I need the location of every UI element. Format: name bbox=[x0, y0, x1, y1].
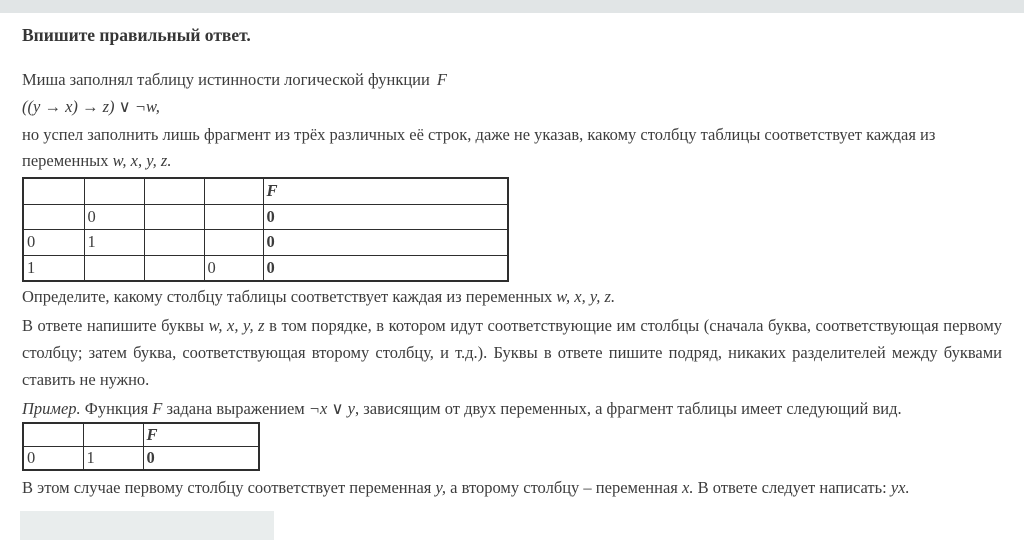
example-explanation-paragraph: В этом случае первому столбцу соответствует переменная y, а второму столбцу – переменная x. В ответе следует написать: yx. bbox=[22, 478, 910, 497]
table-row bbox=[23, 230, 508, 256]
cell: 0 bbox=[23, 447, 83, 471]
variables-list: w, x, y, z bbox=[208, 316, 265, 335]
example-table bbox=[22, 422, 260, 471]
determine-paragraph: Определите, какому столбцу таблицы соответствует каждая из переменных w, x, y, z. bbox=[22, 287, 616, 306]
example-label: Пример. bbox=[22, 399, 81, 418]
header-cell bbox=[23, 423, 83, 447]
function-name: F bbox=[152, 399, 163, 418]
function-name: F bbox=[436, 70, 447, 89]
table-header-row bbox=[23, 423, 259, 447]
cell bbox=[84, 255, 144, 281]
header-cell bbox=[23, 178, 84, 204]
variables-list: w, x, y, z. bbox=[112, 151, 172, 170]
cell bbox=[204, 204, 263, 230]
cell: 1 bbox=[23, 255, 84, 281]
cell: 0 bbox=[204, 255, 263, 281]
cell-f: 0 bbox=[143, 447, 259, 471]
cell bbox=[23, 204, 84, 230]
variable-y: y, bbox=[435, 478, 447, 497]
intro-paragraph bbox=[22, 69, 1002, 90]
header-cell-f: F bbox=[263, 178, 508, 204]
cell-f: 0 bbox=[263, 255, 508, 281]
cell bbox=[144, 255, 204, 281]
truth-table-fragment bbox=[22, 177, 509, 282]
cell bbox=[144, 204, 204, 230]
table-header-row bbox=[23, 178, 508, 204]
cell: 1 bbox=[83, 447, 143, 471]
task-heading: Впишите правильный ответ. bbox=[22, 25, 251, 45]
formula: ((y → x) → z) ∨ ¬w, bbox=[22, 97, 160, 116]
cell: 1 bbox=[84, 230, 144, 256]
header-cell-f: F bbox=[143, 423, 259, 447]
cell: 0 bbox=[84, 204, 144, 230]
variable-x: x. bbox=[682, 478, 694, 497]
intro-text: Миша заполнял таблицу истинности логической функции bbox=[22, 70, 430, 89]
header-cell bbox=[84, 178, 144, 204]
cell-f: 0 bbox=[263, 204, 508, 230]
cell-f: 0 bbox=[263, 230, 508, 256]
header-cell bbox=[83, 423, 143, 447]
header-cell bbox=[144, 178, 204, 204]
fragment-paragraph: но успел заполнить лишь фрагмент из трёх различных её строк, даже не указав, какому столбцу таблицы соответствует каждая из переменных w, x, y, z. bbox=[22, 125, 936, 170]
example-paragraph: Пример. Функция F задана выражением ¬x ∨ y, зависящим от двух переменных, а фрагмент таблицы имеет следующий вид. bbox=[22, 399, 902, 418]
task-panel bbox=[0, 13, 1024, 540]
table-row bbox=[23, 447, 259, 471]
example-formula: ¬x ∨ y bbox=[308, 399, 355, 418]
top-bar bbox=[0, 0, 1024, 13]
table-row bbox=[23, 255, 508, 281]
table-row bbox=[23, 204, 508, 230]
cell bbox=[204, 230, 263, 256]
variables-list: w, x, y, z. bbox=[556, 287, 616, 306]
cell: 0 bbox=[23, 230, 84, 256]
cell bbox=[144, 230, 204, 256]
example-answer: yx. bbox=[890, 478, 910, 497]
answer-input[interactable] bbox=[20, 511, 274, 540]
header-cell bbox=[204, 178, 263, 204]
answer-format-paragraph: В ответе напишите буквы w, x, y, z в том порядке, в котором идут соответствующие им столбцы (сначала буква, соответствующая первому столбцу; затем буква, соответствующая второму столбцу, и т.д.). Буквы в ответе пишите подряд, никаких разделителей между буквами ставить не нужно. bbox=[22, 316, 1003, 389]
